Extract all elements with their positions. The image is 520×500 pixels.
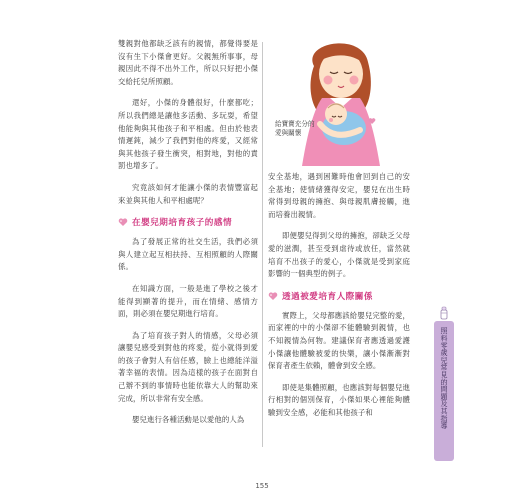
- section-heading: [268, 290, 410, 302]
- paragraph: 為了培育孩子對人的情感，父母必須讓嬰兒感受到對他的疼愛，從小就得到愛的孩子會對人有信任感，臉上也總能洋溢著幸福的表情。因為這樣的孩子在面對自己辦不到的事情時也能依靠大人的幫助來完成，所以非常有安全感。: [118, 330, 258, 403]
- paragraph: 雙親對他都缺乏該有的親情，都覺得要是沒有生下小傑會更好。父親無所事事，母親因此不得不出外工作，所以只好把小傑交給托兒所照顧。: [118, 39, 258, 86]
- paragraph: 安全基地，遇到困難時他會回到自己的安全基地；使情緒獲得安定，嬰兒在出生時常得到母親的擁抱、與母親肌膚接觸，進而培養出親情。: [268, 172, 410, 219]
- illustration-caption: 給寶寶充分的愛與關懷: [275, 120, 315, 137]
- heart-hand-icon: [118, 217, 128, 227]
- left-column: [118, 38, 258, 436]
- chapter-side-tab: [434, 321, 454, 461]
- right-column: [268, 171, 410, 429]
- chapter-tab-label: 照料零歲兒常見的問題及其指導: [440, 327, 448, 430]
- mother-and-baby-illustration: [262, 32, 402, 168]
- paragraph: 即使是集體照顧，也應該對每個嬰兒進行相對的個別保育，小傑如果心裡能夠體驗到安全感，必能和其他孩子和: [268, 382, 410, 417]
- page-number: 155: [255, 482, 269, 490]
- paragraph: 為了發展正常的社交生活，我們必須與人建立起互相扶持、互相照顧的人際關係。: [118, 237, 258, 272]
- heading-text: 透過被愛培育人際關係: [282, 291, 373, 302]
- paragraph: 實際上，父母都應該給嬰兒完整的愛，而家裡的中的小傑卻不能體驗到親情，也不知親情為何物。建議保育者應透過愛護小傑讓他體驗被愛的快樂，讓小傑漸漸對保育者產生依賴，體會到安全感。: [268, 310, 410, 371]
- paragraph: 嬰兒進行各種活動是以愛他的人為: [132, 415, 245, 425]
- heart-hand-icon: [268, 291, 278, 301]
- baby-bottle-icon: [436, 306, 452, 320]
- section-heading: [118, 216, 258, 228]
- heading-text: 在嬰兒期培育孩子的感情: [132, 218, 233, 229]
- paragraph: 還好，小傑的身體很好，什麼都吃；所以我們總是讓他多活動、多玩耍，希望他能夠與其他孩子和平相處。但由於他表情遲鈍，減少了我們對他的疼愛，又經常與其他孩子發生衝突，相對地，對他的責罰也增多了。: [118, 98, 258, 171]
- paragraph: 即便嬰兒得到父母的擁抱，卻缺乏父母愛的滋潤，甚至受到虐待或放任，當然就培育不出孩子的愛心，小傑就是受到家庭影響的一個典型的例子。: [268, 231, 410, 279]
- paragraph: 究竟該如何才能讓小傑的表情豐富起來並與其他人和平相處呢？: [118, 182, 258, 205]
- paragraph: 在知識方面，一般是進了學校之後才能得到顯著的提升，而在情緒、感情方面，則必須在嬰兒期進行培育。: [118, 283, 258, 319]
